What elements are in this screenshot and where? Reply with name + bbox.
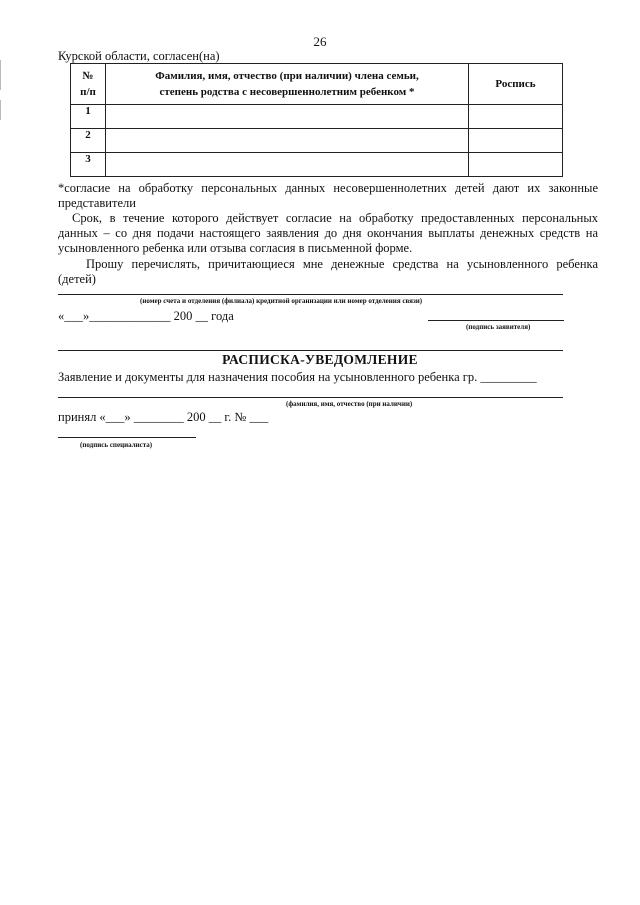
scan-edge-mark (0, 100, 1, 120)
table-header-row (71, 64, 563, 105)
row-name-cell[interactable] (106, 105, 469, 129)
transfer-request-text: Прошу перечислять, причитающиеся мне денежные средства на усыновленного ребенка (детей) (58, 257, 598, 286)
receipt-statement: Заявление и документы для назначения пособия на усыновленного ребенка гр. _________ (58, 370, 537, 384)
fio-caption: (фамилия, имя, отчество (при наличии) (286, 400, 413, 408)
row-name-cell[interactable] (106, 153, 469, 177)
row-name-cell[interactable] (106, 129, 469, 153)
row-signature-cell[interactable] (469, 153, 563, 177)
page-number: 26 (313, 34, 327, 49)
row-number: 1 (71, 105, 106, 129)
account-number-line[interactable] (58, 294, 563, 295)
date-line: «___»_____________ 200 __ года (58, 309, 234, 323)
accepted-line: принял «___» ________ 200 __ г. № ___ (58, 410, 269, 424)
table-row (71, 105, 563, 129)
row-number: 3 (71, 153, 106, 177)
header-number: № п/п (71, 64, 106, 105)
account-caption: (номер счета и отделения (филиала) кредитной организации или номер отделения связи) (140, 297, 423, 305)
row-signature-cell[interactable] (469, 129, 563, 153)
separator-line (58, 350, 563, 351)
specialist-signature-line[interactable] (58, 437, 196, 438)
header-name: Фамилия, имя, отчество (при наличии) члена семьи, степень родства с несовершеннолетним ребенком * (106, 64, 469, 105)
applicant-signature-caption: (подпись заявителя) (466, 323, 531, 331)
intro-text: Курской области, согласен(на) (58, 49, 220, 63)
table-row (71, 129, 563, 153)
table-row (71, 153, 563, 177)
applicant-signature-line[interactable] (428, 320, 564, 321)
row-signature-cell[interactable] (469, 105, 563, 129)
scan-edge-mark (0, 60, 1, 90)
specialist-signature-caption: (подпись специалиста) (80, 441, 153, 449)
receipt-title: РАСПИСКА-УВЕДОМЛЕНИЕ (222, 352, 418, 367)
family-members-table (70, 63, 563, 177)
footnote-text: *согласие на обработку персональных данных несовершеннолетних детей дают их законные представители (58, 181, 598, 210)
fio-line[interactable] (58, 397, 563, 398)
row-number: 2 (71, 129, 106, 153)
header-signature: Роспись (469, 64, 563, 105)
consent-term-text: Срок, в течение которого действует согласие на обработку предоставленных персональных данных – со дня подачи настоящего заявления до дня окончания выплаты денежных средств на усыновленного ребенка или отзыва согласия в письменной форме. (58, 211, 598, 255)
